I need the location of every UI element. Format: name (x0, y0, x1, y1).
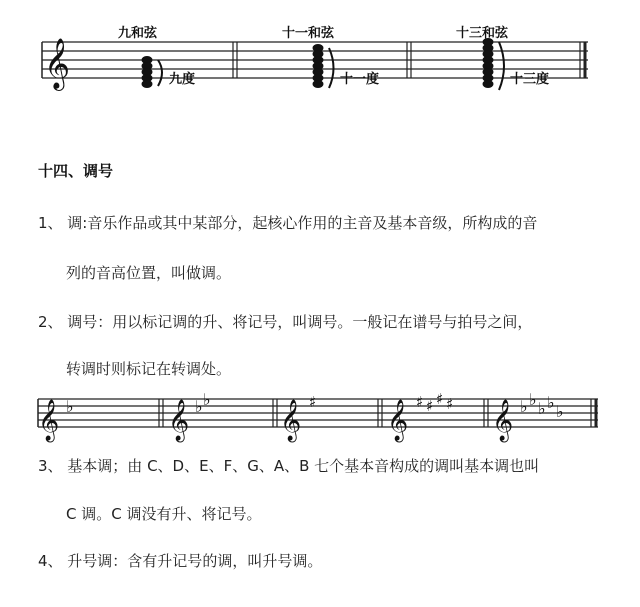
flat-icon: ♭ (529, 390, 537, 409)
treble-clef-icon: 𝄞 (387, 400, 409, 441)
flat-icon: ♭ (538, 399, 546, 418)
item-2-line-1: 2、 调号：用以标记调的升、将记号，叫调号。一般记在谱号与拍号之间， (38, 313, 533, 331)
eleventh-chord-notes (313, 44, 324, 88)
thirteenth-chord-notes (483, 38, 494, 88)
ninth-chord-title: 九和弦 (118, 26, 158, 41)
thirteenth-interval-label: 十三度 (510, 72, 550, 87)
item-1-line-2: 列的音高位置，叫做调。 (66, 264, 232, 282)
treble-clef-icon: 𝄞 (492, 400, 514, 441)
ninth-chord-notes (142, 56, 153, 88)
item-3-line-1: 3、 基本调；由 C、D、E、F、G、A、B 七个基本音构成的调叫基本调也叫 (38, 457, 540, 475)
eleventh-chord-title: 十一和弦 (282, 26, 335, 41)
treble-clef-icon: 𝄞 (44, 38, 71, 89)
ninth-interval-label: 九度 (169, 72, 196, 87)
treble-clef-icon: 𝄞 (38, 400, 60, 441)
sharp-icon: ♯ (426, 397, 434, 415)
flat-icon: ♭ (66, 397, 74, 416)
sharp-icon: ♯ (309, 393, 317, 411)
item-1-line-1: 1、 调:音乐作品或其中某部分，起核心作用的主音及基本音级，所构成的音 (38, 214, 538, 232)
treble-clef-icon: 𝄞 (280, 400, 302, 441)
thirteenth-chord-title: 十三和弦 (456, 26, 509, 41)
section-heading: 十四、调号 (38, 162, 114, 180)
sharp-icon: ♯ (416, 393, 424, 411)
flat-icon: ♭ (195, 397, 203, 416)
key-signature-staff (38, 399, 598, 427)
flat-icon: ♭ (547, 393, 555, 412)
item-4-line-1: 4、 升号调：含有升记号的调，叫升号调。 (38, 552, 323, 570)
sharp-icon: ♯ (436, 390, 444, 408)
sharp-icon: ♯ (446, 395, 454, 413)
flat-icon: ♭ (203, 390, 211, 409)
item-2-line-2: 转调时则标记在转调处。 (66, 360, 232, 378)
flat-icon: ♭ (520, 397, 528, 416)
flat-icon: ♭ (556, 402, 564, 421)
eleventh-interval-label: 十一度 (340, 72, 380, 87)
item-3-line-2: C 调。C 调没有升、将记号。 (66, 505, 262, 523)
treble-clef-icon: 𝄞 (168, 400, 190, 441)
